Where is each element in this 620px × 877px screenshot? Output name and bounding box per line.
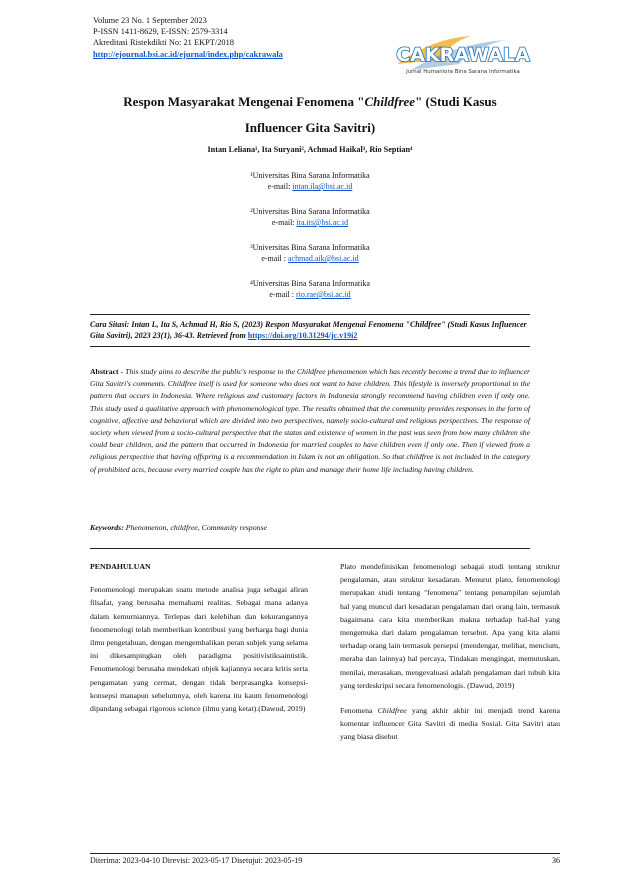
email-link-1[interactable]: intan.ila@bsi.ac.id: [292, 182, 353, 191]
keywords-label: Keywords:: [90, 523, 124, 532]
affiliation-3: ³Universitas Bina Sarana Informatika e-mail : achmad.aik@bsi.ac.id: [250, 243, 370, 263]
doi-link[interactable]: https://doi.org/10.31294/jc.v19i2: [247, 331, 358, 340]
page-number: 36: [552, 856, 560, 865]
logo-wordmark: CAKRAWALA: [396, 44, 530, 66]
page-footer: [90, 856, 560, 865]
section-divider: [90, 548, 530, 549]
citation-label: Cara Sitasi:: [90, 320, 130, 329]
childfree-paragraph: Fenomena Childfree yang akhir akhir ini menjadi trend karena komentar influencer Gita Savitri di media Sosial. Gita Savitri atau yang biasa disebut: [340, 706, 560, 742]
paper-title-line2: Influencer Gita Savitri): [244, 120, 376, 135]
affiliation-1: ¹Universitas Bina Sarana Informatika e-mail: intan.ila@bsi.ac.id: [250, 171, 370, 191]
abstract-label: Abstract: [90, 367, 119, 376]
affiliation-4: ⁴Universitas Bina Sarana Informatika e-mail : rio.rae@bsi.ac.id: [250, 279, 370, 299]
keywords-text: Phenomenon, childfree, Community response: [123, 523, 267, 532]
phenomenology-paragraph: Plato mendefinisikan fenomenologi sebagai studi tentang struktur pengalaman, atau struktur kesadaran. Menurut plato, fenomenologi merupakan studi tentang "fenomena" tentang penampilan sejumlah hal yang muncul dari kesadaran pengalaman dari orang lain, termasuk bagaimana cara kita memberikan makna terhadap hal-hal yang mengemuka dari dalam pengalaman tersebut. Apa yang kita alami terhadap orang lain termasuk persepsi (mendengar, melihat, mencium, meraba dan lainnya) hal percaya, Tindakan mengingat, memutuskan, menilai, merasakan, mengevaluasi adalah pengalaman dari tubuh kita yang terdeskripsi secara fenomenologis. (Dawud, 2019): [340, 562, 560, 690]
citation-text: Intan L, Ita S, Achmad H, Rio S, (2023) Respon Masyarakat Mengenai Fenomena "Childfree" (Studi Kasus Influencer Gita Savitri), 2023 23(1), 36-43. Retrieved from: [90, 320, 527, 340]
email-link-2[interactable]: ita.its@bsi.ac.id: [296, 218, 349, 227]
accreditation-info: Akreditasi Ristekdikti No: 21 EKPT/2018: [93, 38, 234, 48]
citation-box: [90, 314, 530, 347]
abstract-text: - This study aims to describe the public's response to the Childfree phenomenon which has recently become a trend due to influencer Gita Savitri's comments. Childfree itself is used for someone who does not want to have children. This lifestyle is inversely proportional to the pattern that occurs in Indonesia. Where religious and customary factors in Indonesia strongly recommend having children even if only one. This study used a qualitative approach with phenomenological type. The results obtained that the community provides responses in the form of cognitive, affective and behavioral which are divided into two perspectives, namely socio-cultural and religious perspectives. The response of society when viewed from a socio-cultural perspective that the status and existence of women in the past was seen from how many children she could bear children, and the pattern that occurred in Indonesia for married couples to have children even if only one. Then if viewed from a religious perspective that having offspring is a recommendation in Islam is not an obligation. So that childfree is not included in the category of prohibited acts, because every married couple has the right to plan and manage their home life including having children.: [90, 367, 530, 474]
email-link-4[interactable]: rio.rae@bsi.ac.id: [295, 290, 351, 299]
cakrawala-logo: [393, 30, 533, 82]
submission-dates: Diterima: 2023-04-10 Direvisi: 2023-05-17 Disetujui: 2023-05-19: [90, 856, 303, 865]
volume-info: Volume 23 No. 1 September 2023: [93, 16, 207, 25]
issn-info: P-ISSN 1411-8629, E-ISSN: 2579-3314: [93, 27, 228, 37]
keywords: [90, 523, 530, 532]
author-list: Intan Leliana¹, Ita Suryani², Achmad Haikal³, Rio Septian⁴: [207, 145, 413, 154]
logo-tagline: Jurnal Humaniora Bina Sarana Informatika: [406, 69, 520, 75]
paper-title-line1: Respon Masyarakat Mengenai Fenomena "Childfree" (Studi Kasus: [123, 94, 497, 109]
journal-header: [93, 15, 283, 60]
email-link-3[interactable]: achmad.aik@bsi.ac.id: [287, 254, 359, 263]
abstract: [90, 366, 530, 476]
footer-rule: [90, 853, 560, 854]
affiliation-2: ²Universitas Bina Sarana Informatika e-mail: ita.its@bsi.ac.id: [250, 207, 370, 227]
right-column: [340, 560, 560, 744]
journal-url-link[interactable]: http://ejournal.bsi.ac.id/ejurnal/index.php/cakrawala: [93, 49, 283, 59]
left-column: [90, 560, 308, 715]
intro-paragraph: Fenomenologi merupakan suatu metode analisa juga sebagai aliran filsafat, yang berusaha memahami realitas. Sebagai mana adanya dalam kemurniannya. Terlepas dari kelebihan dan kekurangannya fenomenologi telah memberikan kontribusi yang berharga bagi dunia ilmu pengetahuan, dengan mengembalikan peran subjek yang selama ini dikesampingkan oleh paradigma positivistiksaintistik. Fenomenologi berusaha mendekati objek kajiannya secara kritis serta pengamatan yang cermat, dengan tidak berprasangka konsepsi-konsepsi manapun sebelumnya, oleh karena itu kaum fenomenologi dipandang sebagai rigorous science (ilmu yang ketat).(Dawud, 2019): [90, 585, 308, 714]
section-title: PENDAHULUAN: [90, 562, 151, 571]
